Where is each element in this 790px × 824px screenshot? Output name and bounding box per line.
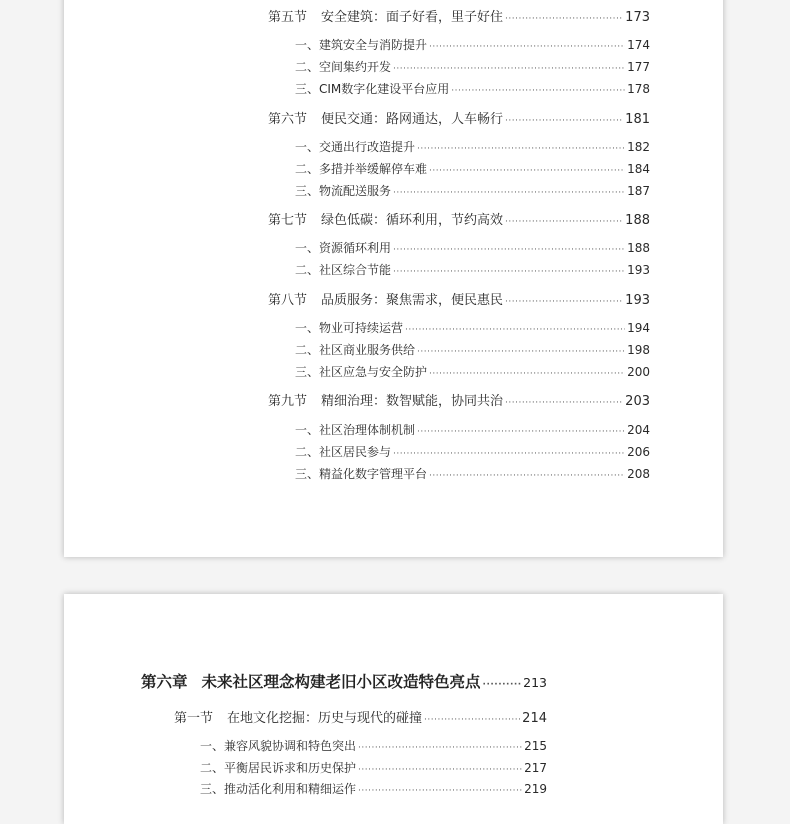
toc-entry-section	[268, 209, 650, 228]
toc-entry-text: 未来社区理念构建老旧小区改造特色亮点	[201, 673, 481, 692]
dot-leader	[393, 245, 625, 255]
toc-entry-title	[295, 261, 391, 278]
toc-entry-text: 二、社区居民参与	[295, 444, 392, 459]
toc-entry-sub	[295, 319, 650, 336]
dot-leader	[505, 14, 623, 24]
toc-entry-text: 三、推动活化利用和精细运作	[200, 781, 357, 796]
toc-entry-text: 三、社区应急与安全防护	[295, 364, 428, 379]
toc-entry-text: 精细治理：数智赋能，协同共治	[321, 394, 504, 410]
toc-entry-text: 三、CIM数字化建设平台应用	[295, 81, 450, 96]
toc-page-number: 206	[627, 444, 650, 459]
toc-page-number: 178	[627, 81, 650, 96]
dot-leader	[393, 188, 625, 198]
toc-page-number: 194	[627, 320, 650, 335]
dot-leader	[505, 116, 623, 126]
dot-leader	[358, 765, 522, 775]
toc-entry-title	[295, 239, 391, 256]
toc-entry-title	[141, 670, 481, 692]
toc-entry-title	[295, 138, 415, 155]
toc-entry-title	[295, 363, 427, 380]
toc-entry-title	[295, 319, 403, 336]
toc-page-number: 188	[627, 240, 650, 255]
dot-leader	[393, 449, 625, 459]
toc-entry-section	[268, 6, 650, 25]
toc-page-number: 219	[524, 781, 547, 796]
toc-entry-sub	[295, 182, 650, 199]
toc-entry-section	[268, 390, 650, 409]
toc-entry-section	[268, 289, 650, 308]
toc-entry-title	[268, 390, 503, 409]
toc-entry-text: 一、资源循环利用	[295, 240, 392, 255]
toc-entry-text: 一、建筑安全与消防提升	[295, 37, 428, 52]
dot-leader	[483, 680, 522, 690]
toc-entry-sub	[295, 261, 650, 278]
toc-entry-title	[268, 108, 503, 127]
toc-entry-sub	[295, 138, 650, 155]
toc-entry-sub	[295, 363, 650, 380]
toc-entry-text: 绿色低碳：循环利用，节约高效	[321, 213, 504, 229]
toc-page-number: 184	[627, 161, 650, 176]
toc-entry-sub	[295, 58, 650, 75]
toc-entry-sub	[295, 443, 650, 460]
toc-entry-number: 第七节	[268, 213, 308, 229]
toc-entry-text: 一、物业可持续运营	[295, 320, 404, 335]
dot-leader	[505, 297, 623, 307]
toc-entry-sub	[295, 239, 650, 256]
dot-leader	[393, 64, 625, 74]
toc-entry-title	[295, 421, 415, 438]
dot-leader	[417, 347, 625, 357]
dot-leader	[417, 427, 625, 437]
dot-leader	[424, 715, 520, 725]
toc-entry-title	[295, 182, 391, 199]
toc-page-number: 188	[625, 213, 650, 229]
toc-entry-sub	[200, 759, 547, 776]
toc-entry-title	[268, 6, 503, 25]
dot-leader	[358, 786, 522, 796]
dot-leader	[417, 144, 625, 154]
toc-entry-text: 一、交通出行改造提升	[295, 139, 416, 154]
toc-page-number: 187	[627, 183, 650, 198]
toc-entry-sub	[200, 780, 547, 797]
toc-entry-number: 第一节	[174, 711, 214, 727]
toc-entry-sub	[200, 737, 547, 754]
toc-page-number: 193	[625, 293, 650, 309]
toc-entry-text: 安全建筑：面子好看，里子好住	[321, 10, 504, 26]
dot-leader	[505, 398, 623, 408]
toc-entry-sub	[295, 160, 650, 177]
toc-entry-title	[295, 58, 391, 75]
toc-page-number: 173	[625, 10, 650, 26]
toc-entry-title	[295, 341, 415, 358]
toc-entry-title	[295, 160, 427, 177]
toc-page-number: 213	[523, 675, 547, 691]
toc-entry-number: 第九节	[268, 394, 308, 410]
toc-page-number: 182	[627, 139, 650, 154]
toc-entry-sub	[295, 80, 650, 97]
toc-entry-title	[295, 443, 391, 460]
toc-entry-text: 二、空间集约开发	[295, 59, 392, 74]
toc-page-number: 177	[627, 59, 650, 74]
toc-entry-title	[174, 707, 422, 726]
toc-entry-number: 第八节	[268, 293, 308, 309]
toc-entry-text: 一、社区治理体制机制	[295, 422, 416, 437]
toc-page-number: 208	[627, 466, 650, 481]
toc-page-number: 181	[625, 112, 650, 128]
toc-entry-title	[200, 759, 356, 776]
toc-entry-sub	[295, 465, 650, 482]
toc-entry-title	[200, 780, 356, 797]
toc-entry-text: 一、兼容风貌协调和特色突出	[200, 738, 357, 753]
toc-entry-text: 便民交通：路网通达，人车畅行	[321, 112, 504, 128]
toc-entry-sub	[295, 421, 650, 438]
toc-entry-title	[295, 465, 427, 482]
toc-entry-title	[295, 80, 449, 97]
toc-page-1	[64, 0, 723, 557]
toc-page-number: 203	[625, 394, 650, 410]
toc-entry-title	[200, 737, 356, 754]
dot-leader	[358, 743, 522, 753]
toc-page-number: 217	[524, 760, 547, 775]
dot-leader	[429, 166, 625, 176]
dot-leader	[451, 86, 625, 96]
toc-entry-title	[295, 36, 427, 53]
toc-entry-sub	[295, 341, 650, 358]
toc-entry-number: 第六节	[268, 112, 308, 128]
toc-entry-text: 二、平衡居民诉求和历史保护	[200, 760, 357, 775]
dot-leader	[405, 325, 625, 335]
toc-entry-title	[268, 209, 503, 228]
toc-page-number: 214	[522, 711, 547, 727]
toc-entry-text: 品质服务：聚焦需求，便民惠民	[321, 293, 504, 309]
toc-page-number: 215	[524, 738, 547, 753]
toc-entry-title	[268, 289, 503, 308]
dot-leader	[505, 217, 623, 227]
dot-leader	[429, 369, 625, 379]
toc-entry-text: 三、物流配送服务	[295, 183, 392, 198]
dot-leader	[429, 42, 625, 52]
toc-entry-text: 二、社区综合节能	[295, 262, 392, 277]
toc-page-number: 200	[627, 364, 650, 379]
toc-entry-number: 第六章	[141, 673, 188, 692]
toc-entry-text: 在地文化挖掘：历史与现代的碰撞	[227, 711, 423, 727]
toc-entry-sub	[295, 36, 650, 53]
toc-entry-section	[268, 108, 650, 127]
toc-page-number: 193	[627, 262, 650, 277]
toc-entry-section	[174, 707, 547, 726]
dot-leader	[393, 267, 625, 277]
toc-entry-text: 二、多措并举缓解停车难	[295, 161, 428, 176]
toc-page-number: 174	[627, 37, 650, 52]
toc-page-number: 198	[627, 342, 650, 357]
toc-entry-chapter	[141, 670, 547, 692]
toc-page-number: 204	[627, 422, 650, 437]
toc-entry-text: 二、社区商业服务供给	[295, 342, 416, 357]
toc-entry-text: 三、精益化数字管理平台	[295, 466, 428, 481]
dot-leader	[429, 471, 625, 481]
toc-entry-number: 第五节	[268, 10, 308, 26]
